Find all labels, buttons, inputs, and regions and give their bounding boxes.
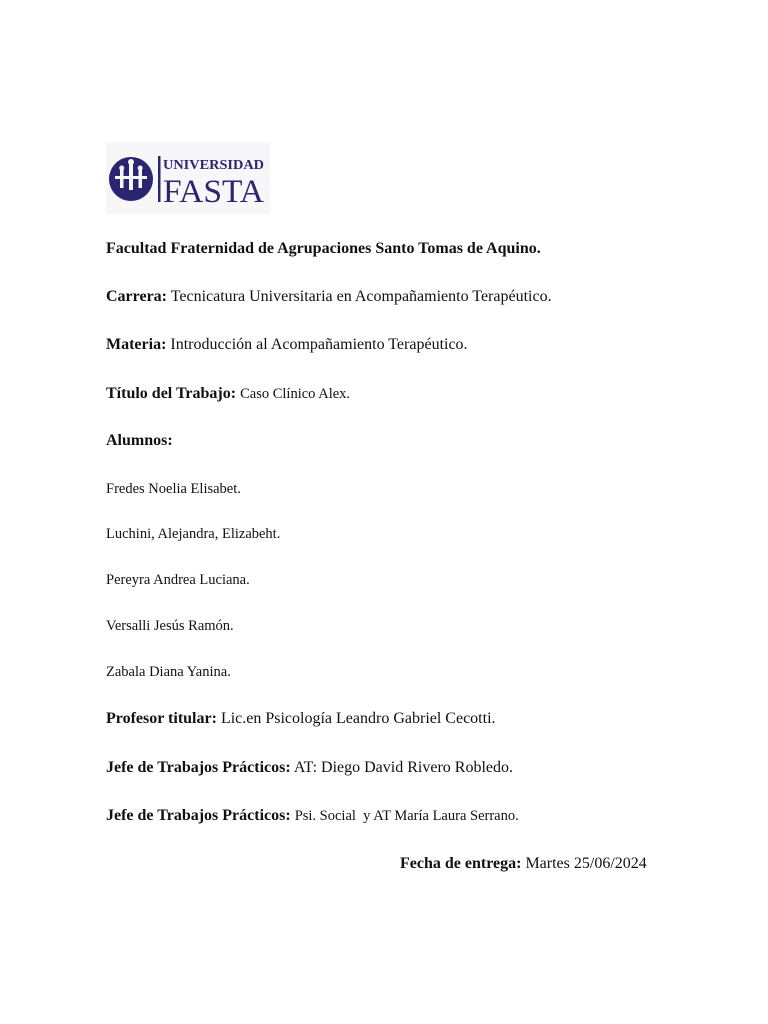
jefe-value-2: Psi. Social y AT María Laura Serrano. bbox=[294, 808, 519, 824]
fecha-line bbox=[400, 854, 647, 874]
student-name: Pereyra Andrea Luciana. bbox=[106, 572, 250, 588]
materia-line bbox=[106, 335, 468, 355]
logo-line2: FASTA bbox=[163, 174, 265, 210]
student-name: Versalli Jesús Ramón. bbox=[106, 618, 234, 634]
student-name: Fredes Noelia Elisabet. bbox=[106, 481, 241, 497]
materia-label: Materia: bbox=[106, 336, 167, 353]
student-name: Luchini, Alejandra, Elizabeht. bbox=[106, 526, 281, 542]
carrera-value: Tecnicatura Universitaria en Acompañamiento Terapéutico. bbox=[170, 288, 552, 305]
jefe-label-1: Jefe de Trabajos Prácticos: bbox=[106, 759, 291, 776]
jefe-value-1: AT: Diego David Rivero Robledo. bbox=[293, 759, 513, 776]
alumnos-label: Alumnos: bbox=[106, 432, 173, 449]
profesor-value: Lic.en Psicología Leandro Gabriel Cecotti. bbox=[220, 710, 496, 727]
titulo-value: Caso Clínico Alex. bbox=[240, 386, 351, 402]
logo-line1: UNIVERSIDAD bbox=[163, 158, 264, 173]
student-name: Zabala Diana Yanina. bbox=[106, 664, 231, 680]
carrera-label: Carrera: bbox=[106, 288, 167, 305]
jefe-line-2 bbox=[106, 806, 519, 826]
profesor-line bbox=[106, 709, 496, 729]
profesor-label: Profesor titular: bbox=[106, 710, 217, 727]
alumnos-line bbox=[106, 431, 173, 451]
university-logo bbox=[106, 142, 270, 214]
faculty-title: Facultad Fraternidad de Agrupaciones Santo Tomas de Aquino. bbox=[106, 240, 541, 257]
jefe-label-2: Jefe de Trabajos Prácticos: bbox=[106, 807, 291, 824]
titulo-label: Título del Trabajo: bbox=[106, 385, 237, 402]
fecha-label: Fecha de entrega: bbox=[400, 855, 522, 872]
carrera-line bbox=[106, 287, 552, 307]
fecha-value: Martes 25/06/2024 bbox=[525, 855, 647, 872]
faculty-line bbox=[106, 239, 541, 259]
materia-value: Introducción al Acompañamiento Terapéutico. bbox=[170, 336, 468, 353]
jefe-line-1 bbox=[106, 758, 513, 778]
titulo-line bbox=[106, 384, 350, 404]
